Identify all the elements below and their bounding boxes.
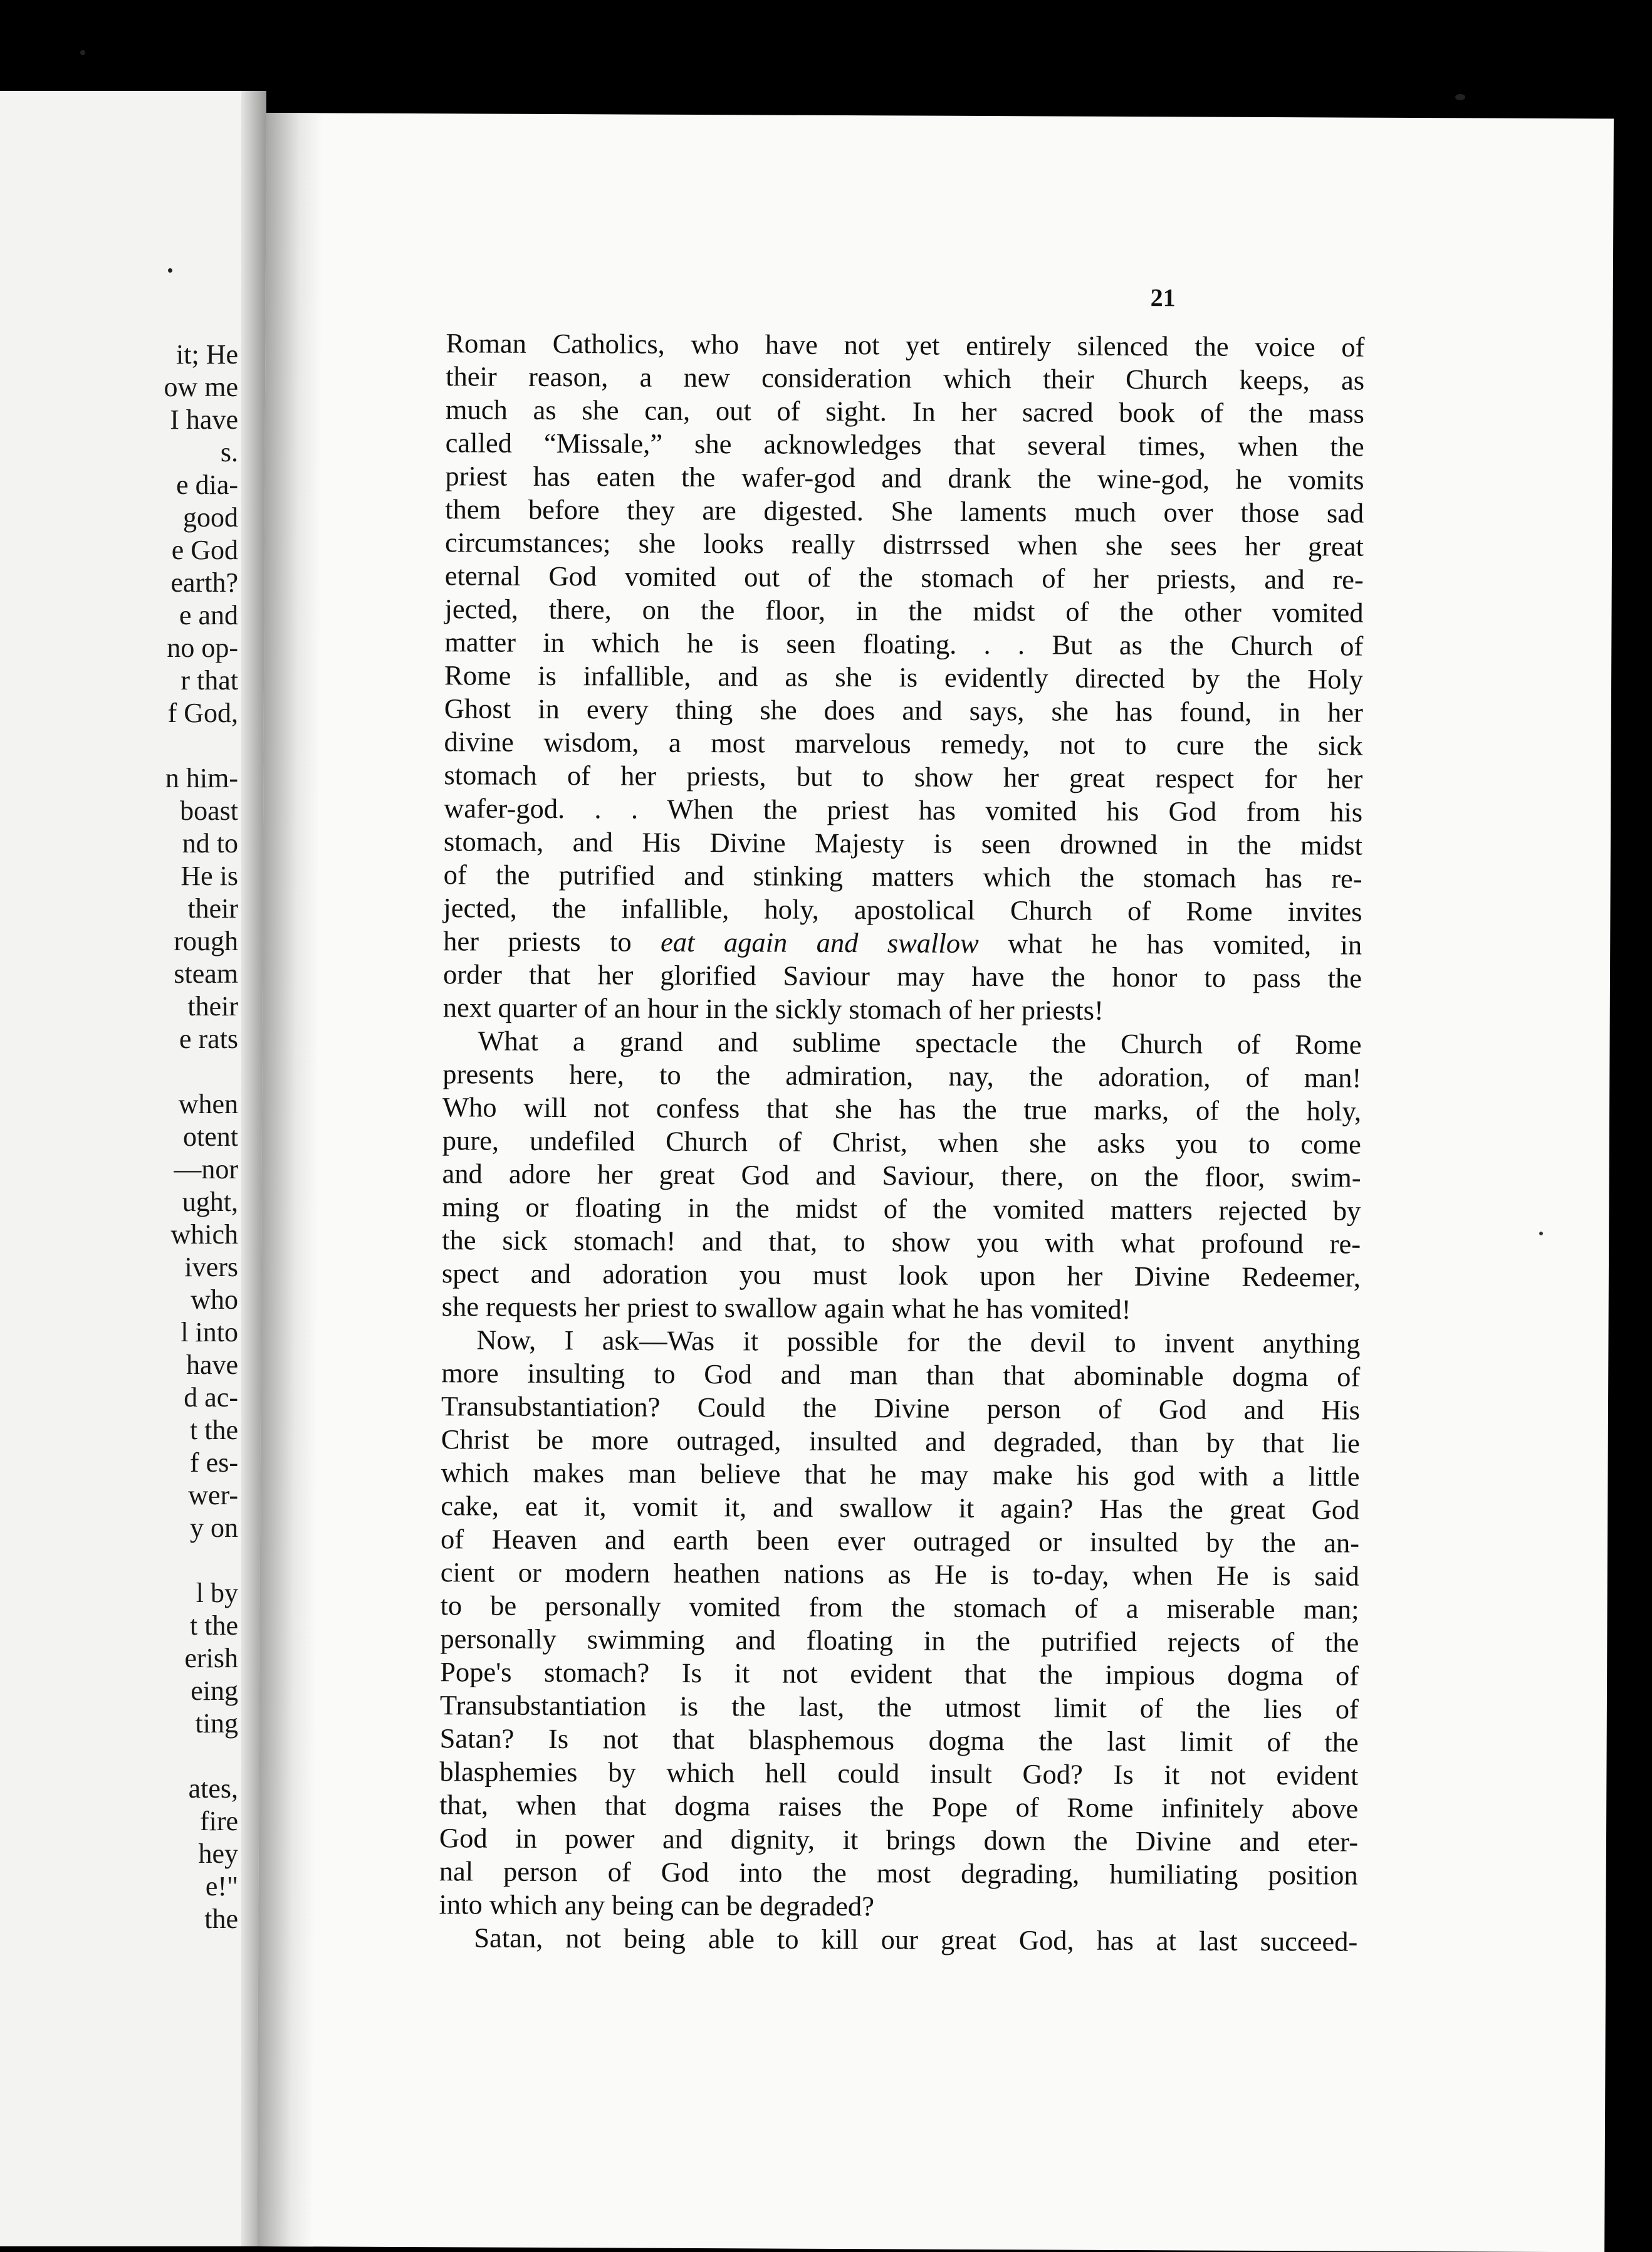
scan-speck	[80, 50, 85, 55]
facing-page-line: earth?	[170, 567, 238, 598]
facing-page-line: f es-	[190, 1447, 238, 1478]
text-line: Who will not confess that she has the true marks, of the holy,	[442, 1091, 1362, 1127]
text-line: nal person of God into the most degrading, humiliating position	[439, 1855, 1358, 1891]
text-line: cake, eat it, vomit it, and swallow it again? Has the great God	[441, 1490, 1360, 1526]
book-page	[257, 113, 1614, 2252]
text-line: Now, I ask—Was it possible for the devil to invent anything	[476, 1324, 1361, 1359]
text-line: What a grand and sublime spectacle the Church of Rome	[478, 1025, 1362, 1061]
facing-page-line: who	[191, 1284, 238, 1315]
facing-page-line: d ac-	[184, 1382, 238, 1413]
text-line: Transubstantiation is the last, the utmost limit of the lies of	[439, 1689, 1359, 1725]
text-line: Satan? Is not that blasphemous dogma the last limit of the	[439, 1722, 1359, 1758]
text-line: personally swimming and floating in the putrified rejects of the	[440, 1623, 1359, 1658]
text-line: Christ be more outraged, insulted and degraded, than by that lie	[441, 1423, 1360, 1459]
facing-page-line: t the	[190, 1610, 238, 1641]
facing-page-line: e dia-	[176, 469, 238, 500]
text-line: ming or floating in the midst of the vomited matters rejected by	[442, 1191, 1361, 1227]
text-line: matter in which he is seen floating. . . But as the Church of	[444, 626, 1364, 662]
text-line: Satan, not being able to kill our great God, has at last succeed-	[474, 1922, 1358, 1957]
facing-page-line: ow me	[164, 372, 238, 402]
text-line: to be personally vomited from the stomach of a miserable man;	[440, 1589, 1359, 1625]
text-line: Rome is infallible, and as she is evidently directed by the Holy	[444, 659, 1364, 695]
text-line: them before they are digested. She laments much over those sad	[445, 493, 1364, 529]
text-line: Roman Catholics, who have not yet entirely silenced the voice of	[446, 327, 1365, 363]
text-line: Pope's stomach? Is it not evident that the impious dogma of	[440, 1656, 1359, 1692]
text-line: jected, there, on the floor, in the midst of the other vomited	[444, 593, 1364, 629]
facing-page-line: hey	[198, 1838, 238, 1869]
body-text	[439, 327, 1364, 1958]
facing-page-line: He is	[180, 861, 238, 891]
scan-speck	[1539, 1232, 1543, 1235]
text-line: pure, undefiled Church of Christ, when she asks you to come	[442, 1124, 1361, 1160]
text-line: which makes man believe that he may make his god with a little	[441, 1457, 1360, 1492]
text-line: eternal God vomited out of the stomach of her priests, and re-	[444, 560, 1364, 595]
facing-page-line: ates,	[188, 1773, 238, 1804]
facing-page-line: when	[178, 1089, 238, 1119]
text-line: much as she can, out of sight. In her sacred book of the mass	[445, 394, 1365, 429]
facing-page-line: have	[186, 1349, 238, 1380]
facing-page-line: I have	[170, 404, 238, 435]
facing-page-line: s.	[220, 437, 238, 468]
page-shadow	[257, 113, 323, 2246]
text-line: that, when that dogma raises the Pope of Rome infinitely above	[439, 1789, 1359, 1825]
text-line: God in power and dignity, it brings down the Divine and eter-	[439, 1822, 1359, 1858]
facing-page-line: e!"	[205, 1871, 238, 1902]
facing-page-line: otent	[183, 1121, 238, 1152]
facing-page-line: e God	[171, 535, 238, 565]
facing-page-left	[0, 91, 266, 2246]
text-run: her priests to	[443, 925, 661, 958]
scan-speck	[168, 268, 172, 273]
facing-page-line: eing	[191, 1675, 238, 1706]
text-line: blasphemies by which hell could insult God? Is it not evident	[439, 1756, 1359, 1791]
text-line: the sick stomach! and that, to show you with what profound re-	[442, 1224, 1361, 1260]
text-line: wafer-god. . . When the priest has vomited his God from his	[444, 792, 1363, 828]
facing-page-line: y on	[190, 1512, 238, 1543]
scan-speck	[1455, 94, 1465, 100]
text-line: spect and adoration you must look upon her Divine Redeemer,	[441, 1257, 1361, 1293]
facing-page-line: e rats	[179, 1024, 238, 1054]
text-line: Transubstantiation? Could the Divine person of God and His	[441, 1390, 1361, 1426]
facing-page-line: good	[183, 502, 238, 533]
facing-page-line: n him-	[165, 763, 238, 793]
facing-page-line: rough	[174, 926, 238, 956]
text-line: of the putrified and stinking matters which the stomach has re-	[443, 859, 1362, 894]
facing-page-line: l by	[196, 1578, 238, 1608]
text-line: and adore her great God and Saviour, there, on the floor, swim-	[442, 1158, 1361, 1193]
italic-text-run: eat again and swallow	[661, 926, 979, 959]
text-run: what he has vomited, in	[978, 927, 1362, 961]
facing-page-line: no op-	[167, 632, 238, 663]
facing-page-line: ting	[195, 1708, 238, 1739]
text-line: more insulting to God and man than that abominable dogma of	[441, 1357, 1361, 1393]
facing-page-line: their	[187, 991, 238, 1022]
facing-page-line: nd to	[182, 828, 238, 859]
page-number: 21	[1150, 283, 1176, 312]
facing-page-line: which	[170, 1219, 238, 1250]
facing-page-line: boast	[180, 795, 238, 826]
facing-page-line: ught,	[182, 1186, 238, 1217]
facing-page-line: f God,	[167, 698, 238, 728]
text-line: divine wisdom, a most marvelous remedy, not to cure the sick	[444, 726, 1363, 762]
facing-page-line: r that	[180, 665, 238, 696]
text-line: of Heaven and earth been ever outraged or insulted by the an-	[440, 1523, 1360, 1559]
text-line: stomach of her priests, but to show her great respect for her	[444, 759, 1363, 795]
facing-page-line: e and	[179, 600, 238, 631]
facing-page-line: wer-	[188, 1480, 238, 1511]
facing-page-line: l into	[180, 1317, 238, 1348]
text-line	[443, 924, 1362, 961]
facing-page-line: fire	[199, 1806, 238, 1836]
text-line: Ghost in every thing she does and says, she has found, in her	[444, 693, 1363, 728]
text-line: jected, the infallible, holy, apostolical Church of Rome invites	[443, 892, 1362, 928]
text-line: into which any being can be degraded?	[439, 1888, 875, 1922]
text-line: priest has eaten the wafer-god and drank the wine-god, he vomits	[445, 460, 1364, 496]
text-line: their reason, a new consideration which their Church keeps, as	[446, 360, 1365, 396]
facing-page-line: —nor	[174, 1154, 238, 1185]
text-line: she requests her priest to swallow again what he has vomited!	[441, 1291, 1131, 1326]
facing-page-line: it; He	[176, 339, 238, 370]
facing-page-line: t the	[190, 1415, 238, 1445]
text-line: stomach, and His Divine Majesty is seen drowned in the midst	[443, 825, 1363, 861]
facing-page-line: the	[204, 1904, 238, 1934]
facing-page-line: erish	[184, 1643, 238, 1673]
text-line: circumstances; she looks really distrrssed when she sees her great	[444, 526, 1364, 562]
facing-page-line: steam	[174, 958, 238, 989]
text-line: called “Missale,” she acknowledges that several times, when the	[445, 427, 1364, 463]
text-line: cient or modern heathen nations as He is to-day, when He is said	[440, 1556, 1359, 1592]
text-line: next quarter of an hour in the sickly stomach of her priests!	[442, 992, 1104, 1026]
text-line: presents here, to the admiration, nay, the adoration, of man!	[442, 1058, 1362, 1094]
facing-page-line: their	[187, 893, 238, 924]
text-line: order that her glorified Saviour may have the honor to pass the	[442, 958, 1362, 994]
facing-page-line: ivers	[184, 1252, 238, 1282]
